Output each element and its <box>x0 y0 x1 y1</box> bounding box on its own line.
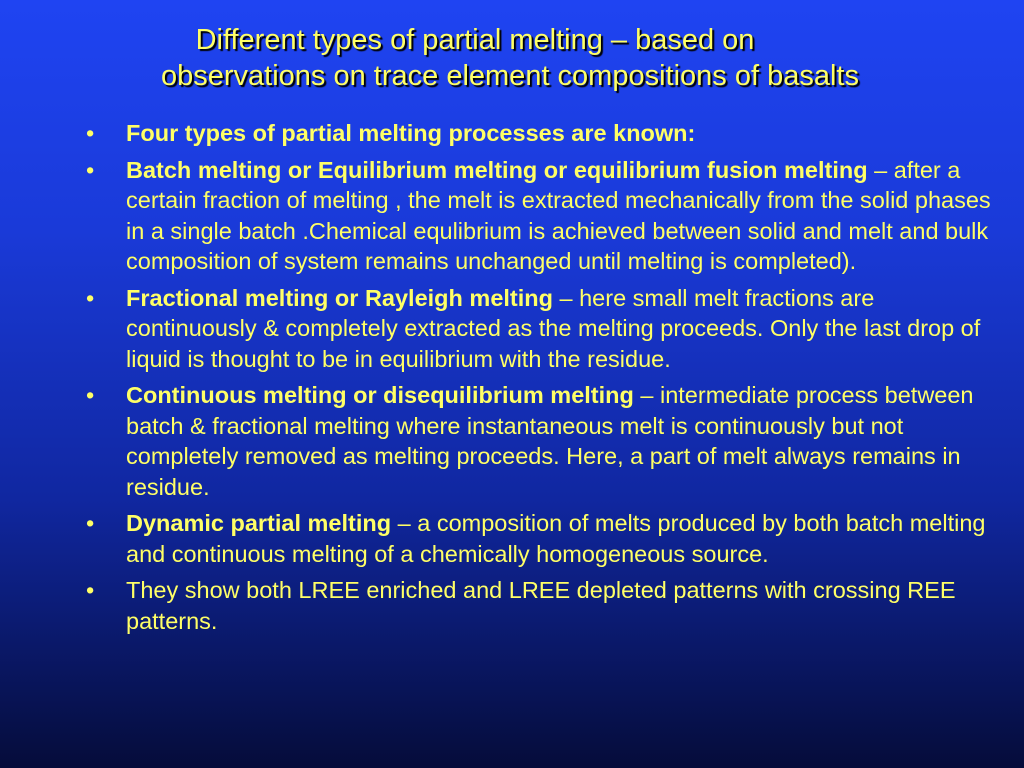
bullet-bold-text: Continuous melting or disequilibrium melting <box>126 382 634 408</box>
bullet-dot-icon: • <box>86 284 95 311</box>
bullet-bold-text: Fractional melting or Rayleigh melting <box>126 284 553 311</box>
bullet-dot-icon: • <box>86 510 95 536</box>
slide-title <box>60 22 960 94</box>
bullet-item <box>84 508 996 569</box>
bullet-item <box>84 575 996 636</box>
bullet-bold-text: Batch melting or Equilibrium melting or equilibrium fusion melting <box>126 156 868 183</box>
bullet-item <box>84 380 996 502</box>
bullet-dot-icon: • <box>86 156 95 183</box>
title-line-1: Different types of partial melting – based on <box>195 24 755 56</box>
bullet-text: – a composition of melts produced by both batch melting and continuous melting of a chemically homogeneous source. <box>126 510 986 567</box>
bullet-item <box>84 283 996 375</box>
bullet-text: They show both LREE enriched and LREE depleted patterns with crossing REE patterns. <box>126 577 956 634</box>
bullet-dot-icon: • <box>86 382 95 408</box>
bullet-text: – here small melt fractions are continuously & completely extracted as the melting proceeds. Only the last drop of liquid is thought to be in equilibrium with the residue. <box>126 284 981 372</box>
bullet-text: – intermediate process between batch & fractional melting where instantaneous melt is continuously but not completely removed as melting proceeds. Here, a part of melt always remains in residue. <box>126 382 974 500</box>
bullet-bold-text: Four types of partial melting processes are known: <box>126 120 696 146</box>
bullet-text: – after a certain fraction of melting , the melt is extracted mechanically from the solid phases in a single batch .Chemical equlibrium is achieved between solid and melt and bulk composition of system remains unchanged until melting is completed). <box>126 156 991 274</box>
bullet-dot-icon: • <box>86 120 95 146</box>
bullet-item <box>84 155 996 277</box>
bullet-item <box>84 118 996 149</box>
bullet-list <box>84 118 996 642</box>
bullet-dot-icon: • <box>86 577 95 603</box>
title-line-2: observations on trace element compositions of basalts <box>161 60 859 92</box>
bullet-bold-text: Dynamic partial melting <box>126 510 392 536</box>
